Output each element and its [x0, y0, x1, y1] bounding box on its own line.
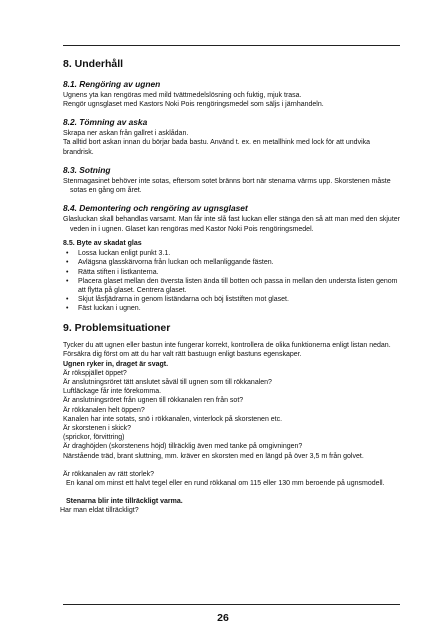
list-item: • Lossa luckan enligt punkt 3.1. [66, 250, 171, 258]
page-number: 26 [217, 612, 229, 624]
checklist-line: Är anslutningsröret tätt anslutet såväl till ugnen som till rökkanalen? [63, 378, 272, 386]
checklist-line: Är skorstenen i skick? [63, 424, 132, 432]
section-8-1-line: Rengör ugnsglaset med Kastors Noki Pois rengöringsmedel som säljs i järnhandeln. [63, 100, 324, 108]
section-8-title: 8. Underhåll [63, 58, 124, 70]
list-item: • Skjut låsfjädrarna in genom liständarna och böj liststiften mot glaset. [66, 296, 289, 304]
list-item: • Avlägsna glasskärvorna från luckan och mellanliggande fästen. [66, 259, 274, 267]
size-question: Är rökkanalen av rätt storlek? [63, 470, 155, 478]
bullet-icon: • [66, 305, 69, 313]
list-item: • Rätta stiften i listkanterna. [66, 268, 159, 276]
bullet-icon: • [66, 296, 69, 304]
bullet-icon: • [66, 259, 69, 267]
section-8-1-title: 8.1. Rengöring av ugnen [63, 78, 161, 89]
list-item: • Fäst luckan i ugnen. [66, 305, 141, 313]
section-9-title: 9. Problemsituationer [63, 321, 171, 334]
section-8-3-line: Stenmagasinet behöver inte sotas, eftersom sotet bränns bort när stenarna värms upp. Skorstenen måste sotas en gång om året. [63, 177, 391, 195]
checklist-line: Luftläckage får inte förekomma. [63, 388, 162, 396]
checklist-line: Är anslutningsröret från ugnen till rökkanalen ren från sot? [63, 397, 244, 405]
bullet-icon: • [66, 277, 69, 285]
section-8-2-line: Skrapa ner askan från gallret i asklådan. [63, 130, 189, 138]
checklist-line: (sprickor, förvittring) [63, 434, 125, 442]
section-8-2-line: Ta alltid bort askan innan du börjar bada bastu. Använd t. ex. en metallhink med lock för att undvika brandrisk. [63, 139, 371, 156]
bullet-icon: • [66, 250, 69, 258]
checklist-line: Närstående träd, brant sluttning, mm. kräver en skorsten med en längd på över 3,5 m från golvet. [63, 452, 364, 460]
section-8-5-title: 8.5. Byte av skadat glas [63, 239, 142, 247]
section-8-3-title: 8.3. Sotning [63, 164, 111, 175]
checklist-line: Är draghöjden (skorstenens höjd) tillräcklig även med tanke på omgivningen? [63, 443, 303, 451]
section-8-1-line: Ugnens yta kan rengöras med mild tvättmedelslösning och fuktig, mjuk trasa. [63, 91, 302, 99]
bullet-icon: • [66, 268, 69, 276]
checklist-line: Kanalen har inte sotats, snö i rökkanalen, vinterlock på skorstenen etc. [63, 415, 283, 423]
section-9-intro: Tycker du att ugnen eller bastun inte fungerar korrekt, kontrollera de olika funktionerna enligt listan nedan. [63, 342, 391, 350]
size-answer: En kanal om minst ett halvt tegel eller en rund rökkanal om 115 eller 130 mm beroende på ugnsmodell. [66, 479, 385, 487]
warm-question: Har man eldat tillräckligt? [60, 507, 139, 515]
checklist-line: Är rökkanalen helt öppen? [63, 406, 145, 414]
section-9-intro: Försäkra dig först om att du har valt rätt bastuugn enligt bastuns egenskaper. [63, 351, 302, 359]
section-8-4-title: 8.4. Demontering och rengöring av ugnsglaset [63, 203, 248, 214]
list-item: • Placera glaset mellan den översta listen ända till botten och passa in mellan den understa listen genom att flytta på glaset. Centrera glaset. [66, 277, 398, 294]
checklist-line: Är rökspjället öppet? [63, 369, 127, 377]
header-rule [63, 45, 400, 46]
section-8-4-line: Glasluckan skall behandlas varsamt. Man får inte slå fast luckan eller stänga den så att man med den skjuter veden in i ugnen. Glaset kan rengöras med Kastor Noki Pois rengöringsmedel. [63, 216, 400, 233]
glass-replacement-list [63, 249, 400, 313]
section-8-2-title: 8.2. Tömning av aska [63, 117, 148, 128]
footer-rule [63, 604, 400, 605]
smoke-heading: Ugnen ryker in, draget är svagt. [63, 360, 169, 368]
warm-heading: Stenarna blir inte tillräckligt varma. [66, 498, 183, 506]
page-content [60, 52, 400, 516]
